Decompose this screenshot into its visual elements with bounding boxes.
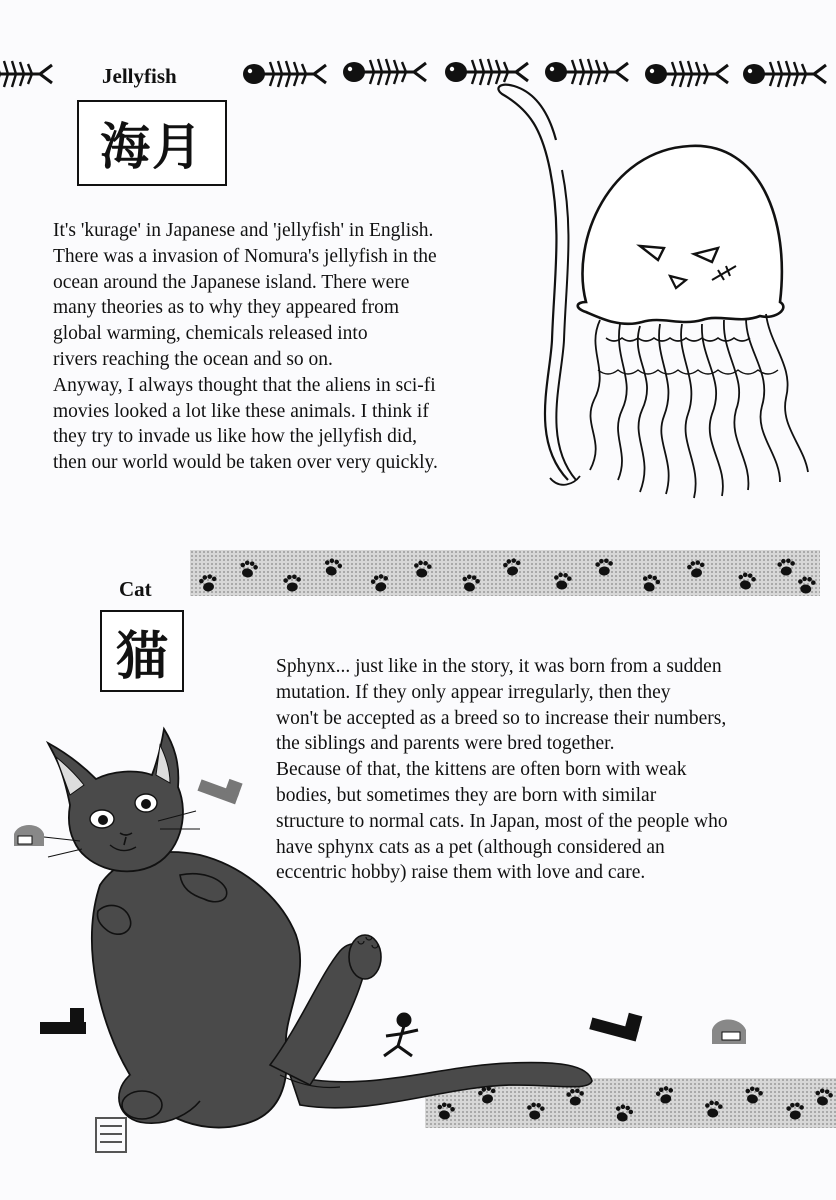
paw-print-icon xyxy=(283,574,302,592)
fish-skeleton-icon xyxy=(343,59,426,85)
sphynx-cat-illustration xyxy=(40,725,600,1155)
paragraph-line: Sphynx... just like in the story, it was born from a sudden xyxy=(276,656,722,677)
paw-print-icon xyxy=(814,1087,834,1107)
cat-kanji-box xyxy=(100,610,184,692)
paragraph-line: It's 'kurage' in Japanese and 'jellyfish' in English. xyxy=(53,220,434,241)
paragraph-line: mutation. If they only appear irregularly, then they xyxy=(276,681,671,703)
paw-print-icon xyxy=(655,1085,676,1106)
cat-kanji: 猫 xyxy=(115,626,168,687)
paragraph-line: movies looked a lot like these animals. I think if xyxy=(53,400,429,422)
cat-heading: Cat xyxy=(119,577,152,601)
paragraph-line: many theories as to why they appeared from xyxy=(53,297,400,319)
paragraph-line: bodies, but sometimes they are born with similar xyxy=(276,784,657,806)
jellyfish-heading: Jellyfish xyxy=(102,64,177,88)
paragraph-line: won't be accepted as a breed so to increase their numbers, xyxy=(276,707,727,729)
jellyfish-paragraph xyxy=(53,218,438,476)
paragraph-line: global warming, chemicals released into xyxy=(53,323,368,345)
paw-print-icon xyxy=(322,557,343,578)
paragraph-line: the siblings and parents were bred together. xyxy=(276,733,615,755)
jellyfish-kanji: 海月 xyxy=(100,118,204,176)
paragraph-line: There was a invasion of Nomura's jellyfish in the xyxy=(53,245,437,267)
paragraph-line: Anyway, I always thought that the aliens in sci-fi xyxy=(53,374,436,396)
paragraph-line: then our world would be taken over very quickly. xyxy=(53,452,438,474)
paw-print-icon xyxy=(613,1103,634,1124)
paragraph-line: eccentric hobby) raise them with love and care. xyxy=(276,862,646,884)
paragraph-line: Because of that, the kittens are often born with weak xyxy=(276,759,687,781)
paw-print-icon xyxy=(413,560,432,578)
paragraph-line: structure to normal cats. In Japan, most of the people who xyxy=(276,810,728,832)
paw-strip-upper xyxy=(190,550,820,596)
paw-print-icon xyxy=(502,557,522,577)
paw-print-icon xyxy=(239,559,259,579)
paragraph-line: rivers reaching the ocean and so on. xyxy=(53,348,333,370)
paw-print-icon xyxy=(737,571,757,591)
paw-print-icon xyxy=(704,1100,723,1118)
paw-print-icon xyxy=(786,1102,805,1120)
paw-print-icon xyxy=(686,559,706,579)
helmet-icon xyxy=(712,1020,746,1045)
fish-skeleton-icon xyxy=(243,61,326,87)
paw-prints xyxy=(190,550,820,596)
paw-print-icon xyxy=(461,573,481,593)
paw-print-icon xyxy=(595,558,614,576)
paragraph-line: ocean around the Japanese island. There were xyxy=(53,271,410,293)
paw-print-icon xyxy=(640,573,661,594)
paw-print-icon xyxy=(370,573,391,594)
paragraph-line: they try to invade us like how the jellyfish did, xyxy=(53,426,417,448)
paw-print-icon xyxy=(553,572,572,590)
fish-skeleton-icon xyxy=(0,61,52,87)
paw-print-icon xyxy=(744,1085,764,1105)
jellyfish-illustration xyxy=(490,80,830,510)
jellyfish-kanji-box xyxy=(77,100,227,186)
paw-print-icon xyxy=(797,576,816,594)
paw-print-icon xyxy=(198,573,218,593)
paw-print-icon xyxy=(777,558,796,576)
paragraph-line: have sphynx cats as a pet (although considered an xyxy=(276,836,665,858)
